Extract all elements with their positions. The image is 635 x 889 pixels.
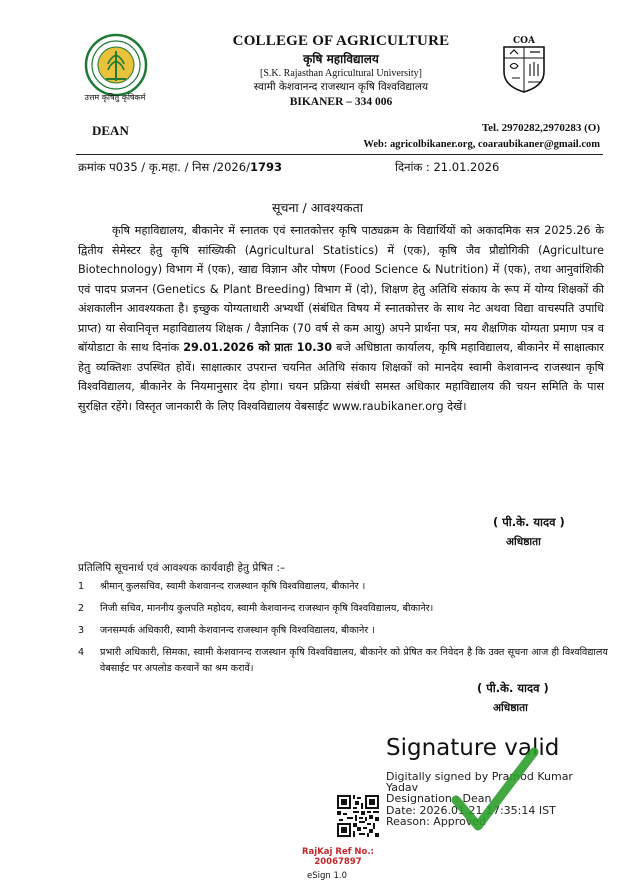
- list-item-text: प्रभारी अधिकारी, सिमका, स्वामी केशवानन्द राजस्थान कृषि विश्वविद्यालय, बीकानेर को प्रेषित कर निवेदन है कि उक्त सूचना आज ही विश्वविद्यालय वेबसाईट पर अपलोड करवानें का श्रम करावें।: [100, 647, 608, 674]
- list-item: [78, 579, 608, 595]
- copy-to-heading: प्रतिलिपि सूचनार्थ एवं आवश्यक कार्यवाही हेतु प्रेषित :–: [78, 562, 286, 574]
- website-and-email: Web: agricolbikaner.org, coaraubikaner@gmail.com: [363, 139, 600, 150]
- emblem-motto: उत्तम कृषितु कृषिकर्म: [84, 93, 146, 102]
- list-item: [78, 645, 608, 677]
- college-emblem-logo: [84, 33, 148, 97]
- list-item: [78, 623, 608, 639]
- esign-version: eSign 1.0: [307, 871, 347, 881]
- header-divider: [76, 154, 603, 155]
- signature-signer-surname: Yadav: [386, 781, 419, 795]
- notice-body: कृषि महाविद्यालय, बीकानेर में स्नातक एवं स्नातकोत्तर कृषि पाठ्यक्रम के विद्यार्थियों को अकादमिक सत्र 2025.26 के द्वितीय सेमेस्टर हेतु कृषि सांख्यिकी (Agricultural Statistics) में (एक), कृषि जैव प्रौद्योगिकी (Agriculture Biotechnology) विभाग में (एक), खाद्य विज्ञान और पोषण (Food Science & Nutrition) में (एक), तथा आनुवांशिकी एवं पादप प्रजनन (Genetics & Plant Breeding) विभाग में (दो), शिक्षण हेतु अतिथि संकाय के रूप में योग्य शिक्षकों की अंशकालीन आवश्यकता है। इच्छुक योग्यताधारी अभ्यर्थी (संबंधित विषय में स्नातकोत्तर के साथ नेट अथवा विद्या वाचस्पति उपाधि प्राप्त) या सेवानिवृत्त महाविद्यालय शिक्षक / वैज्ञानिक (70 वर्ष से कम आयु) अपने प्रार्थना पत्र, मय शैक्षणिक योग्यता प्रमाण पत्र व बॉयोडाटा के साथ दिनांक 29.01.2026 को प्रातः 10.30 बजे अधिष्ठाता कार्यालय, कृषि महाविद्यालय, बीकानेर में साक्षात्कार हेतु व्यक्तिशः उपस्थित होवें। साक्षात्कार उपरान्त चयनित अतिथि संकाय शिक्षकों को मानदेय स्वामी केशवानन्द राजस्थान कृषि विश्वविद्यालय, बीकानेर के नियमानुसार देय होगा। चयन प्रक्रिया संबंधी समस्त अधिकार महाविद्यालय की चयन समिति के पास सुरक्षित रहेंगे। विस्तृत जानकारी के लिए विश्वविद्यालय वेबसाईट www.raubikaner.org देखें।: [78, 224, 605, 413]
- signature-reason: Reason: Approved: [386, 814, 487, 828]
- rajkaj-number: 20067897: [314, 857, 362, 867]
- list-item-text: जनसम्पर्क अधिकारी, स्वामी केशवानन्द राजस्थान कृषि विश्वविद्यालय, बीकानेर ।: [100, 625, 375, 636]
- office-title: DEAN: [92, 123, 129, 138]
- notice-subject: सूचना / आवश्यकता: [272, 200, 363, 215]
- list-item-text: निजी सचिव, माननीय कुलपति महोदय, स्वामी केशवानन्द राजस्थान कृषि विश्वविद्यालय, बीकानेर।: [100, 603, 434, 614]
- telephone-numbers: Tel. 2970282,2970283 (O): [481, 122, 600, 134]
- letter-date: दिनांक : 21.01.2026: [395, 160, 500, 174]
- signatory-title: अधिष्ठाता: [493, 702, 528, 714]
- list-item: [78, 601, 608, 617]
- college-name-hindi: कृषि महाविद्यालय: [303, 52, 379, 66]
- list-item-number: 2: [78, 603, 85, 614]
- college-city: BIKANER – 334 006: [289, 96, 393, 108]
- reference-number: क्रमांक प035 / कृ.महा. / निस /2026/1793: [78, 160, 282, 174]
- rajkaj-reference: [293, 847, 383, 867]
- list-item-number: 1: [78, 581, 85, 592]
- signatory-title: अधिष्ठाता: [506, 536, 541, 548]
- list-item-number: 3: [78, 625, 85, 636]
- signature-status: Signature valid: [386, 735, 560, 761]
- signatory-name: ( पी.के. यादव ): [493, 515, 565, 529]
- list-item-text: श्रीमान् कुलसचिव, स्वामी केशवानन्द राजस्थान कृषि विश्वविद्यालय, बीकानेर ।: [100, 581, 366, 592]
- list-item-number: 4: [78, 647, 85, 658]
- qr-code-icon: [337, 795, 379, 837]
- rajkaj-label: RajKaj Ref No.:: [302, 847, 374, 857]
- copy-to-list: [78, 579, 608, 683]
- signature-designation: Designation : Dean: [386, 792, 492, 806]
- signature-valid-check-icon: [448, 742, 540, 834]
- coa-shield-logo: [498, 34, 550, 94]
- university-affiliation-hindi: स्वामी केशवानन्द राजस्थान कृषि विश्वविद्यालय: [253, 81, 429, 93]
- signatory-name: ( पी.के. यादव ): [477, 681, 549, 695]
- signature-signer: Digitally signed by Pramod Kumar: [386, 770, 573, 783]
- college-name-english: COLLEGE OF AGRICULTURE: [232, 33, 450, 49]
- coa-logo-text: COA: [513, 36, 535, 46]
- university-affiliation-english: [S.K. Rajasthan Agricultural University]: [260, 68, 422, 79]
- interview-datetime: 29.01.2026 को प्रातः 10.30: [183, 341, 333, 354]
- signature-date: Date: 2026.01.21 17:35:14 IST: [386, 803, 556, 817]
